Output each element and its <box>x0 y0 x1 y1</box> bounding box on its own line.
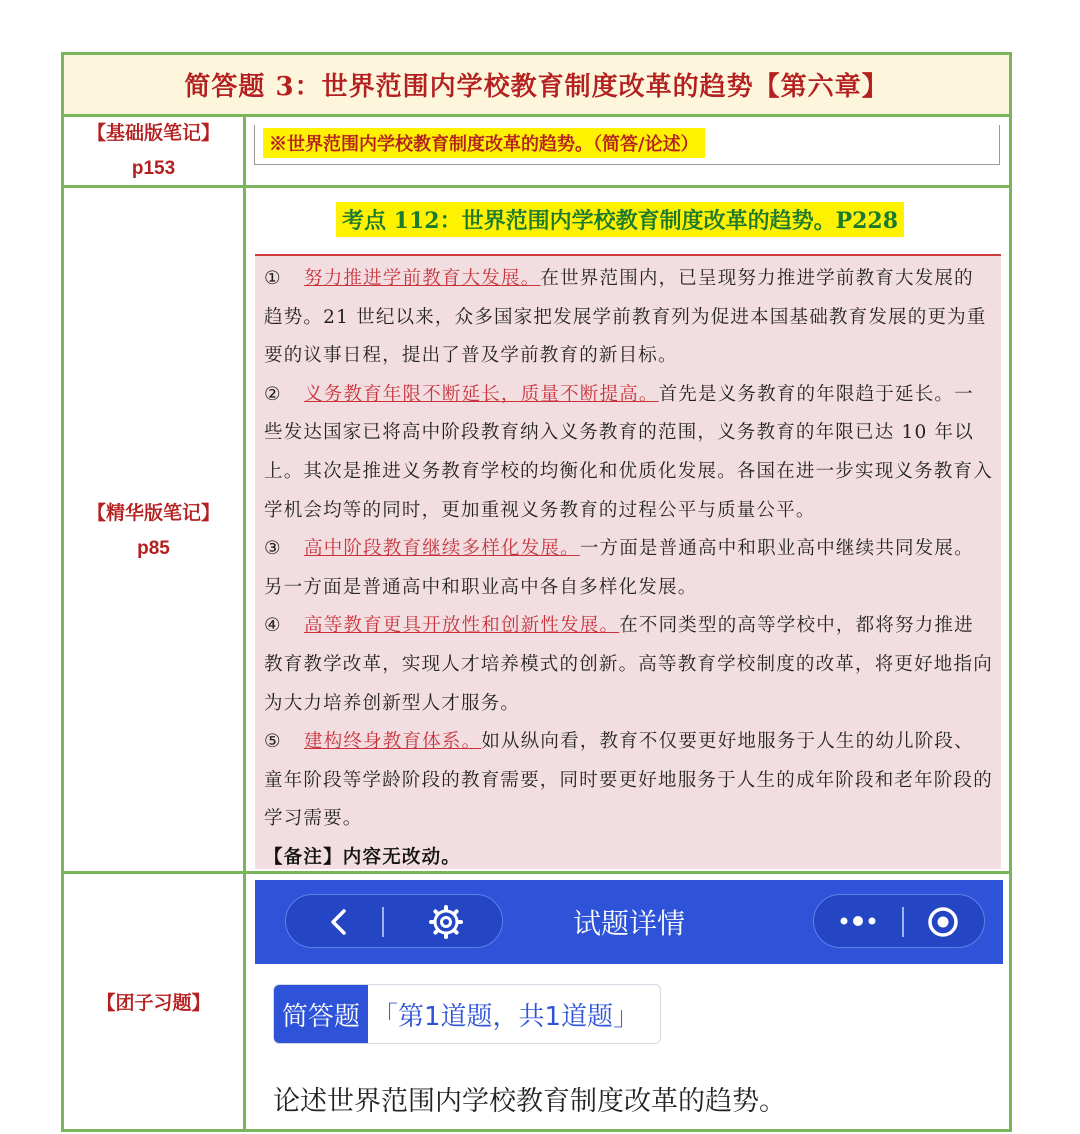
item-text: 一方面是普通高中和职业高中继续共同发展。另一方面是普通高中和职业高中各自多样化发展。 <box>264 538 974 598</box>
item-heading: 努力推进学前教育大发展。 <box>304 268 541 289</box>
item-text: 如从纵向看，教育不仅要更好地服务于人生的幼儿阶段、童年阶段等学龄阶段的教育需要，同时要更好地服务于人生的成年阶段和老年阶段的学习需要。 <box>264 731 993 830</box>
note-item <box>264 530 993 607</box>
notes-table <box>61 52 1012 1132</box>
question-type-badge: 简答题 <box>274 985 368 1043</box>
premium-notes-label <box>64 495 243 567</box>
question-info <box>273 984 661 1044</box>
note-item <box>264 260 993 376</box>
item-text: 首先是义务教育的年限趋于延长。一些发达国家已将高中阶段教育纳入义务教育的范围，义务教育的年限已达 10 年以上。其次是推进义务教育学校的均衡化和优质化发展。各国在进一步实现义务教育入学机会均等的同时，更加重视义务教育的过程公平与质量公平。 <box>264 383 993 521</box>
item-number: ① <box>264 268 282 289</box>
item-text: 在不同类型的高等学校中，都将努力推进教育教学改革，实现人才培养模式的创新。高等教育学校制度的改革，将更好地指向为大力培养创新型人才服务。 <box>264 615 993 714</box>
item-heading: 高等教育更具开放性和创新性发展。 <box>304 615 620 637</box>
exercise-label <box>64 985 243 1021</box>
exercise-title: 【团子习题】 <box>96 992 211 1014</box>
note-item <box>264 607 993 723</box>
menu-capsule <box>813 894 985 948</box>
item-text: 在世界范围内，已呈现努力推进学前教育大发展的趋势。21 世纪以来，众多国家把发展学前教育列为促进本国基础教育发展的更为重要的议事日程，提出了普及学前教育的新目标。 <box>264 268 987 367</box>
item-number: ③ <box>264 538 282 560</box>
premium-notes-page: p85 <box>137 538 170 559</box>
remark: 【备注】内容无改动。 <box>264 846 462 868</box>
note-item <box>264 376 993 530</box>
basic-notes-label <box>64 115 243 187</box>
item-number: ⑤ <box>264 731 282 753</box>
close-circle-icon[interactable] <box>926 905 960 939</box>
item-number: ② <box>264 383 282 405</box>
question-progress: 「第1道题，共1道题」 <box>372 1001 640 1032</box>
question-text: 论述世界范围内学校教育制度改革的趋势。 <box>273 1086 786 1117</box>
item-number: ④ <box>264 615 282 637</box>
basic-notes-page: p153 <box>131 158 176 179</box>
premium-notes-title: 【精华版笔记】 <box>86 502 220 524</box>
basic-notes-highlight: ※世界范围内学校教育制度改革的趋势。（简答/论述） <box>263 128 705 158</box>
item-heading: 高中阶段教育继续多样化发展。 <box>304 538 580 560</box>
app-header-bar <box>255 880 1003 964</box>
more-icon[interactable] <box>838 913 878 929</box>
item-heading: 建构终身教育体系。 <box>304 731 482 753</box>
keypoint-title: 考点 112：世界范围内学校教育制度改革的趋势。P228 <box>336 202 904 237</box>
note-item <box>264 723 993 839</box>
page-title: 简答题 3：世界范围内学校教育制度改革的趋势【第六章】 <box>64 55 1009 117</box>
item-heading: 义务教育年限不断延长，质量不断提高。 <box>304 383 659 405</box>
premium-notes-content <box>255 254 1001 869</box>
app-title: 试题详情 <box>572 907 685 940</box>
capsule-divider <box>902 907 904 937</box>
column-divider <box>243 114 246 1132</box>
basic-notes-title: 【基础版笔记】 <box>86 122 220 144</box>
